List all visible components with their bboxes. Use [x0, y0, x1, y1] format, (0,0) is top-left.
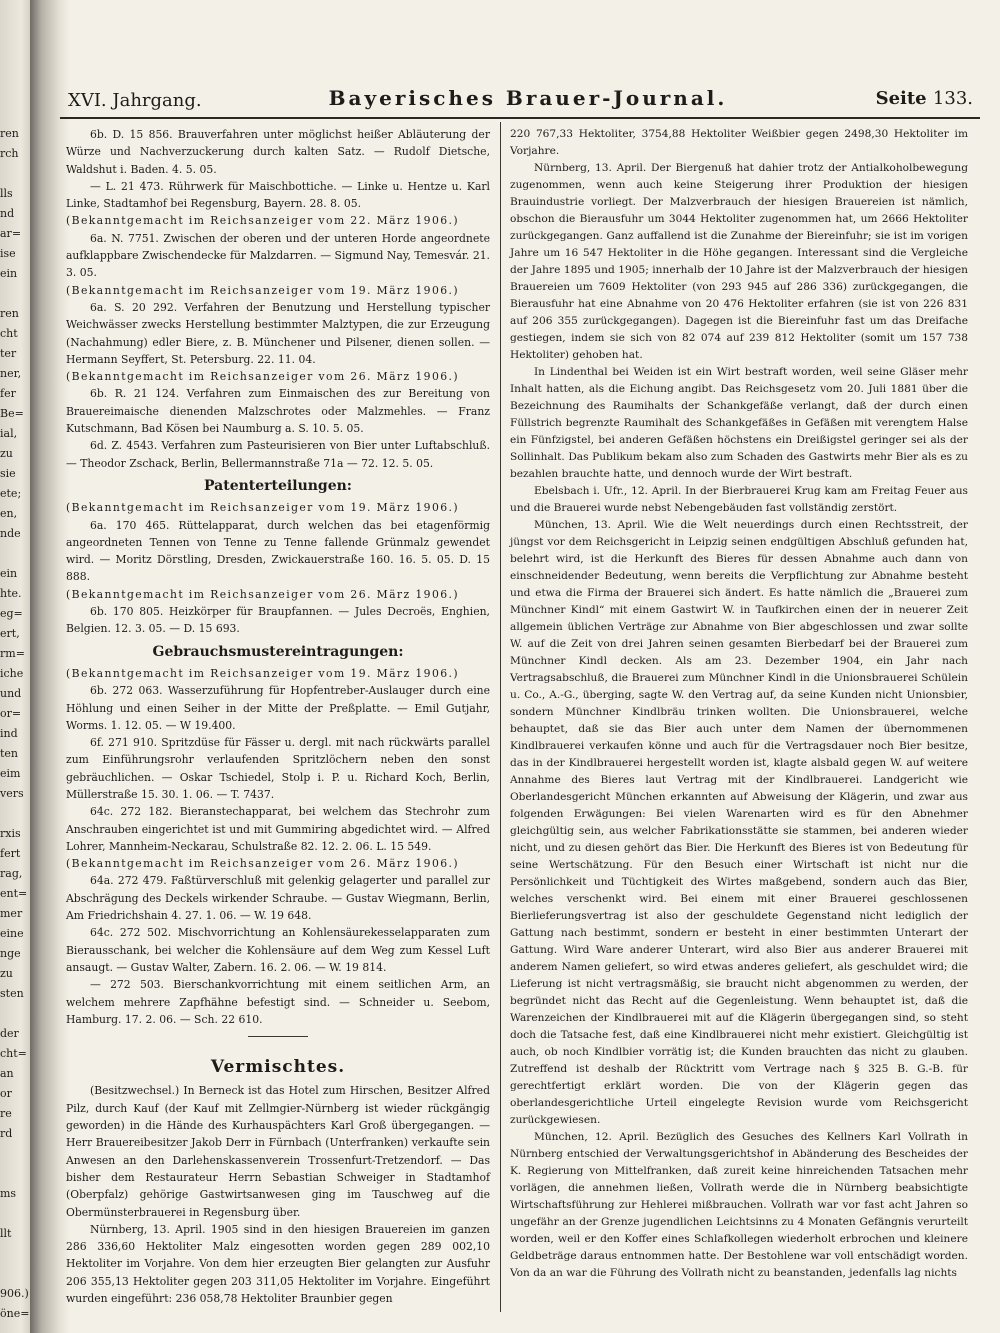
article-paragraph: München, 12. April. Bezüglich des Gesuches des Kellners Karl Vollrath in Nürnberg entschied der Verwaltungsgerichtshof in Abänderung des Bescheides der K. Regierung von Mittelfranken, daß zureit keine hinreichenden Tatsachen mehr vorlägen, die annehmen ließen, Vollrath werde die in Nürnberg beabsichtigte Wirtschaftsführung zur Hehlerei mißbrauchen. Vollrath war vor fast acht Jahren so ungefähr an der Grenze jugendlichen Leichtsinns zu 4 Monaten Gefängnis verurteilt worden, weil er den Koffer eines Schlafkollegen wiederholt erbrochen und kleinere Geldbeträge daraus entnommen hatte. Der Bestohlene war voll entschädigt worden. Von da an war die Führung des Vollrath nicht zu beanstanden, jedenfalls lag nichts [510, 1131, 968, 1279]
strip-fragment: or= [0, 708, 22, 720]
page-header [68, 86, 973, 116]
strip-fragment: ert, [0, 628, 20, 640]
strip-fragment: 906.) [0, 1288, 29, 1300]
publication-notice: (Bekanntgemacht im Reichsanzeiger vom 19. März 1906.) [66, 666, 459, 680]
strip-fragment: eg= [0, 608, 23, 620]
strip-fragment: Be= [0, 408, 24, 420]
section-heading: Patenterteilungen: [204, 477, 352, 494]
strip-fragment: ise [0, 248, 16, 260]
article-paragraph: Nürnberg, 13. April. 1905 sind in den hiesigen Brauereien im ganzen 286 336,60 Hektoliter Malz eingesotten worden gegen 289 002,10 Hektoliter im Vorjahre. Von dem hier erzeugten Bier gelangten zur Ausfuhr 206 355,13 Hektoliter gegen 203 311,05 Hektoliter im Vorjahre. Eingeführt wurden eingeführt: 236 058,78 Hektoliter Braunbier gegen [66, 1222, 490, 1305]
strip-fragment: re [0, 1108, 12, 1120]
journal-title: Bayerisches Brauer-Journal. [328, 86, 728, 110]
continued-paragraph: 220 767,33 Hektoliter, 3754,88 Hektoliter Weißbier gegen 2498,30 Hektoliter im Vorjahre. [510, 128, 968, 157]
strip-fragment: en, [0, 508, 18, 520]
strip-fragment: ms [0, 1188, 17, 1200]
strip-fragment: cht [0, 328, 18, 340]
article-paragraph: — L. 21 473. Rührwerk für Maischbottiche. — Linke u. Hentze u. Karl Linke, Stadtamhof bei Regensburg, Bayern. 28. 8. 05. [66, 179, 490, 211]
article-paragraph: Ebelsbach i. Ufr., 12. April. In der Bierbrauerei Krug kam am Freitag Feuer aus und die Brauerei wurde nebst Nebengebäuden fast vollständig zerstört. [510, 485, 968, 514]
strip-fragment: mer [0, 908, 23, 920]
page-gutter-shadow [30, 0, 70, 1333]
strip-fragment: rd [0, 1128, 13, 1140]
article-paragraph: 64c. 272 502. Mischvorrichtung an Kohlensäurekesselapparaten zum Bierausschank, bei welcher die Kohlensäure auf dem Weg zum Kessel Luft ansaugt. — Gustav Walter, Zabern. 16. 2. 06. — W. 19 814. [66, 926, 490, 974]
page-number: 133. [932, 88, 973, 109]
strip-fragment: iche [0, 668, 24, 680]
strip-fragment: und [0, 688, 22, 700]
strip-fragment: ren [0, 308, 19, 320]
strip-fragment: ar= [0, 228, 22, 240]
column-divider [500, 122, 501, 1312]
article-paragraph: — 272 503. Bierschankvorrichtung mit einem seitlichen Arm, an welchem mehrere Zapfhähne befestigt sind. — Schneider u. Seebom, Hamburg. 17. 2. 06. — Sch. 22 610. [66, 978, 490, 1026]
article-paragraph: 6b. R. 21 124. Verfahren zum Einmaischen des zur Bereitung von Brauereimaische dienenden Malzschrotes oder Malzmehles. — Franz Kutschmann, Bad Kösen bei Naumburg a. S. 10. 5. 05. [66, 387, 490, 436]
page-number-label [876, 88, 973, 109]
strip-fragment: rxis [0, 828, 21, 840]
strip-fragment: ter [0, 348, 17, 360]
strip-fragment: cht= [0, 1048, 27, 1060]
publication-notice: (Bekanntgemacht im Reichsanzeiger vom 26. März 1906.) [66, 857, 459, 871]
article-paragraph: 6b. 272 063. Wasserzuführung für Hopfentreber-Auslauger durch eine Höhlung und einen Seiher in der Mitte der Preßplatte. — Emil Gutjahr, Worms. 1. 12. 05. — W 19.400. [66, 684, 490, 732]
strip-fragment: zu [0, 968, 13, 980]
strip-fragment: rch [0, 148, 19, 160]
strip-fragment: eim [0, 768, 21, 780]
strip-fragment: rag, [0, 868, 23, 880]
strip-fragment: ind [0, 728, 18, 740]
strip-fragment: or [0, 1088, 12, 1100]
strip-fragment: fert [0, 848, 21, 860]
strip-fragment: vers [0, 788, 24, 800]
strip-fragment: ial, [0, 428, 18, 440]
volume-label: XVI. Jahrgang. [68, 90, 202, 111]
strip-fragment: lls [0, 188, 13, 200]
publication-notice: (Bekanntgemacht im Reichsanzeiger vom 26. März 1906.) [66, 370, 459, 384]
article-paragraph: 6b. D. 15 856. Brauverfahren unter möglichst heißer Abläuterung der Würze und Nachverzuckerung durch kalten Satz. — Rudolf Dietsche, Waldshut i. Baden. 4. 5. 05. [66, 128, 490, 176]
strip-fragment: öne= [0, 1308, 30, 1320]
publication-notice: (Bekanntgemacht im Reichsanzeiger vom 19. März 1906.) [66, 501, 459, 515]
strip-fragment: sie [0, 468, 16, 480]
strip-fragment: sten [0, 988, 24, 1000]
strip-fragment: ein [0, 268, 18, 280]
strip-fragment: hte. [0, 588, 22, 600]
strip-fragment: an [0, 1068, 14, 1080]
page-word: Seite [875, 88, 927, 109]
strip-fragment: rm= [0, 648, 25, 660]
article-paragraph: 6f. 271 910. Spritzdüse für Fässer u. dergl. mit nach rückwärts parallel zum Einführungsrohr verlaufenden Spritzlöchern neben den sonst gebräuchlichen. — Oskar Tschiedel, Stolp i. P. u. Richard Koch, Berlin, Müllerstraße 15. 30. 1. 06. — T. 7437. [66, 736, 490, 801]
strip-fragment: der [0, 1028, 19, 1040]
article-paragraph: 6d. Z. 4543. Verfahren zum Pasteurisieren von Bier unter Luftabschluß. — Theodor Zschack, Berlin, Bellermannstraße 71a — 72. 12. 5. 05. [66, 439, 490, 470]
strip-fragment: ein [0, 568, 18, 580]
strip-fragment: eine [0, 928, 24, 940]
adjacent-page-strip [0, 0, 30, 1333]
section-heading: Vermischtes. [210, 1057, 346, 1078]
article-paragraph: (Besitzwechsel.) In Berneck ist das Hotel zum Hirschen, Besitzer Alfred Pilz, durch Kauf (der Kauf mit Zellmgier-Nürnberg ist wieder rückgängig geworden) in die Hände des Kurhauspächters Karl Groß übergegangen. — Herr Brauereibesitzer Jakob Derr in Fürnbach (Unterfranken) verkaufte sein Anwesen an den Darlehenskassenverein Trossenfurt-Tretzendorf. — Das bisher dem Restaurateur Herrn Sebastian Schweiger in Stadtamhof (Oberpfalz) gehörige Gastwirtsanwesen ging im Tauschweg auf die Obermünsterbrauerei in Regensburg über. [66, 1084, 490, 1219]
article-paragraph: 6b. 170 805. Heizkörper für Braupfannen. — Jules Decroës, Enghien, Belgien. 12. 3. 05. — D. 15 693. [66, 605, 490, 636]
article-paragraph: Nürnberg, 13. April. Der Biergenuß hat dahier trotz der Antialkoholbewegung zugenommen, wenn auch keine Steigerung ihrer Produktion der hiesigen Brauindustrie vorliegt. Der Malzverbrauch der hiesigen Brauereien ist nämlich, obschon die Bierausfuhr um 3044 Hektoliter zugenommen hat, um 2666 Hektoliter zurückgegangen. Ganz auffallend ist die Zunahme der Biereinfuhr; sie ist im vorigen Jahre um 16 547 Hektoliter in die Höhe gegangen. Interessant sind die Vergleiche der Jahre 1895 und 1905; innerhalb der 10 Jahre ist der Malzverbrauch der hiesigen Brauereien um 7609 Hektoliter (von 293 945 auf 286 336) zurückgegangen, die Bierausfuhr hat eine Abnahme von 20 476 Hektoliter erfahren (sie ist von 226 831 auf 206 355 zurückgegangen). Dagegen ist die Biereinfuhr fast um das Dreifache gestiegen, indem sie sich von 82 074 auf 239 812 Hektoliter (somit um 157 738 Hektoliter) gehoben hat. [510, 162, 968, 361]
strip-fragment: ent= [0, 888, 28, 900]
right-column [510, 126, 968, 1282]
strip-fragment: nge [0, 948, 21, 960]
strip-fragment: ren [0, 128, 19, 140]
strip-fragment: nd [0, 208, 15, 220]
strip-fragment: ten [0, 748, 19, 760]
header-rule [60, 117, 980, 119]
article-paragraph: 6a. S. 20 292. Verfahren der Benutzung und Herstellung typischer Weichwässer zwecks Herstellung bestimmter Malztypen, die zur Erzeugung (Nachahmung) edler Biere, z. B. Münchener und Pilsener, dienen sollen. — Hermann Seyffert, St. Petersburg. 22. 11. 04. [66, 300, 490, 366]
article-paragraph: 6a. N. 7751. Zwischen der oberen und der unteren Horde angeordnete aufklappbare Zwischendecke für Malzdarren. — Sigmund Nay, Temesvár. 21. 3. 05. [66, 231, 490, 280]
strip-fragment: llt [0, 1228, 12, 1240]
section-heading: Gebrauchsmustereintragungen: [152, 643, 404, 660]
article-paragraph: 64c. 272 182. Bieranstechapparat, bei welchem das Stechrohr zum Anschrauben eingerichtet ist und mit Gummiring abgedichtet wird. — Alfred Lohrer, Mannheim-Neckarau, Schulstraße 82. 12. 2. 06. L. 15 549. [66, 805, 490, 853]
heading-underline [248, 1036, 308, 1037]
strip-fragment: nde [0, 528, 21, 540]
article-paragraph: In Lindenthal bei Weiden ist ein Wirt bestraft worden, weil seine Gläser mehr Inhalt hatten, als die Eichung angibt. Das Reichsgesetz vom 20. Juli 1881 über die Bezeichnung des Raumihalts der Schankgefäße verlangt, daß der durch einen Füllstrich begrenzte Raumihalt des Schankgefäßes in Gefäßen mit verengtem Halse ein Fünfzigstel, bei anderen Gefäßen höchstens ein Dreißigstel geringer sei als der Sollinhalt. Das Publikum bekam also zum Schaden des Gastwirts mehr Bier als es zu bezahlen brauchte hatte, und dennoch wurde der Wirt bestraft. [510, 366, 968, 480]
publication-notice: (Bekanntgemacht im Reichsanzeiger vom 19. März 1906.) [66, 283, 459, 297]
strip-fragment: zu [0, 448, 13, 460]
article-paragraph: 64a. 272 479. Faßtürverschluß mit gelenkig gelagerter und parallel zur Abschrägung des Deckels wirkender Schraube. — Gustav Wiegmann, Berlin, Am Friedrichshain 4. 27. 1. 06. — W. 19 648. [66, 874, 490, 923]
strip-fragment: ete; [0, 488, 22, 500]
publication-notice: (Bekanntgemacht im Reichsanzeiger vom 26. März 1906.) [66, 587, 459, 601]
strip-fragment: fer [0, 388, 16, 400]
left-column [66, 126, 490, 1307]
article-paragraph: 6a. 170 465. Rüttelapparat, durch welchen das bei etagenförmig angeordneten Tennen von Tenne zu Tenne fallende Grünmalz gewendet wird. — Moritz Dörstling, Dresden, Zwickauerstraße 160. 16. 5. 05. D. 15 888. [66, 518, 490, 584]
article-paragraph: München, 13. April. Wie die Welt neuerdings durch einen Rechtsstreit, der jüngst vor dem Reichsgericht in Leipzig seinen endgültigen Abschluß gefunden hat, belehrt wird, ist die Herkunft des Bieres für dessen Abnahme auch dann von einschneidender Bedeutung, wenn bereits die Verpflichtung zur Abnahme besteht und etwa die Firma der Brauerei sich ändert. Es hatte nämlich die „Brauerei zum Münchner Kindl“ mit einem Gastwirt W. in Taufkirchen einen der in neuerer Zeit allgemein üblichen Verträge zur Abnahme von Bier abgeschlossen und zwar sollte W. auf die Zeit von drei Jahren seinen gesamten Bierbedarf bei der Brauerei zum Münchner Kindl decken. Als am 23. Dezember 1904, ein Jahr nach Vertragsabschluß, die Brauerei zum Münchner Kindl in die Unionsbrauerei Schülein u. Co., A.-G., überging, sagte W. den Vertrag auf, da seine Kunden nicht Unionsbier, sondern Münchner Kindlbräu trinken wollten. Die Unionsbrauerei, welche behauptet, daß sie das Bier auch unter dem Namen der übernommenen Kindlbrauerei verkaufen könne und auch für die Vertragsdauer noch Bier besitze, das in der Kindlbrauerei hergestellt worden ist, klagte alsbald gegen W. auf weitere Annahme des Bieres laut Vertrag mit der Kindlbrauerei. Landgericht wie Oberlandesgericht München erkannten auf Abweisung der Klägerin, und zwar aus folgenden Erwägungen: Bei vielen Warenarten wird es für den Abnehmer gleichgültig sein, aus welcher Fabrikationsstätte sie stammen, bei anderen wieder nicht, und zu diesen gehört das Bier. Die Herkunft des Bieres ist von Bedeutung für seine Wertschätzung. Für den Besuch einer Wirtschaft ist nicht nur die Persönlichkeit und Tüchtigkeit des Wirtes maßgebend, sondern auch das Bier, welches verschenkt wird. Bei einem mit einer Brauerei geschlossenen Bierlieferungsvertrag ist also der geschuldete Gegenstand nicht lediglich der Gattung nach bestimmt, sondern er besteht in einer bestimmten Unterart der Gattung. Wird Ware anderer Unterart, wird also Bier aus anderer Brauerei mit anderem Namen geliefert, so wird etwas anderes geliefert, als geschuldet wird; die Lieferung ist nicht vertragsmäßig, sie braucht nicht abgenommen zu werden, der begründet nicht das Recht auf die Gegenleistung. Wenn behauptet ist, daß die Warenzeichen der Kindlbrauerei mit auf die Klägerin übergegangen sind, so steht doch die Tatsache fest, daß eine Kindlbrauerei nicht mehr existiert. Gleichgültig ist auch, ob noch Kindlbier vorrätig ist; die Kunden brauchten das nicht zu glauben. Zutreffend ist deshalb der Rücktritt vom Vertrage nach § 325 B. G.-B. für gerechtfertigt erklärt worden. Die von der Klägerin gegen das oberlandesgerichtliche Urteil eingelegte Revision wurde vom Reichsgericht zurückgewiesen. [510, 519, 968, 1126]
strip-fragment: ner, [0, 368, 22, 380]
publication-notice: (Bekanntgemacht im Reichsanzeiger vom 22. März 1906.) [66, 214, 459, 228]
